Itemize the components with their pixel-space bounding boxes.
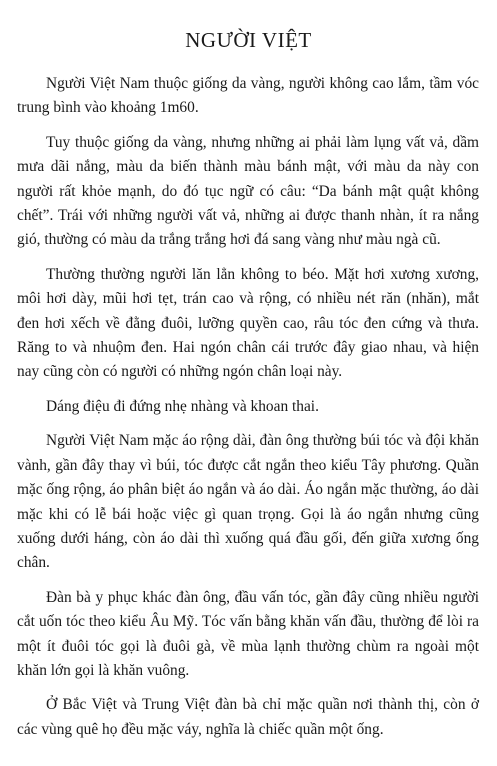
paragraph-7: Ở Bắc Việt và Trung Việt đàn bà chỉ mặc quần nơi thành thị, còn ở các vùng quê họ đều mặc váy, nghĩa là chiếc quần một ống.: [17, 696, 479, 738]
paragraph-1: Người Việt Nam thuộc giống da vàng, người không cao lắm, tầm vóc trung bình vào khoảng 1m60.: [17, 75, 479, 117]
paragraph-3: Thường thường người lăn lẳn không to béo. Mặt hơi xương xương, môi hơi dày, mũi hơi tẹt, trán cao và rộng, có nhiều nét răn (nhăn), mắt đen hơi xếch về đằng đuôi, lưỡng quyền cao, râu tóc đen cứng và thưa. Răng to và nhuộm đen. Hai ngón chân cái trước đây giao nhau, và hiện nay cũng còn có người có những ngón chân loại này.: [17, 265, 479, 381]
chapter-title: NGƯỜI VIỆT: [185, 28, 312, 52]
paragraph-2: Tuy thuộc giống da vàng, nhưng những ai phải làm lụng vất vả, dầm mưa dãi nắng, màu da biến thành màu bánh mật, với màu da này con người rất khỏe mạnh, do đó tục ngữ có câu: “Da bánh mật quật không chết”. Trái với những người vất vả, những ai được thanh nhàn, ít ra nắng gió, thường có màu da trắng trắng hơi đá sang vàng như màu ngà cũ.: [17, 133, 479, 249]
paragraph-6: Đàn bà y phục khác đàn ông, đầu vấn tóc, gần đây cũng nhiều người cắt uốn tóc theo kiểu Âu Mỹ. Tóc vấn bằng khăn vấn đầu, thường để lòi ra một ít đuôi tóc gọi là đuôi gà, về mùa lạnh thường chùm ra ngoài một khăn lớn gọi là khăn vuông.: [17, 588, 479, 679]
paragraph-5: Người Việt Nam mặc áo rộng dài, đàn ông thường búi tóc và đội khăn vành, gần đây thay vì búi, tóc được cắt ngắn theo kiểu Tây phương. Quần mặc ống rộng, áo phân biệt áo ngắn và áo dài. Áo ngắn mặc thường, áo dài mặc khi có lễ bái hoặc việc gì quan trọng. Gọi là áo ngắn nhưng cũng xuống dưới háng, còn áo dài thì xuống quá đầu gối, đến giữa xương ống chân.: [17, 432, 479, 572]
paragraph-4: Dáng điệu đi đứng nhẹ nhàng và khoan thai.: [46, 397, 319, 415]
chapter-body: [17, 72, 479, 752]
